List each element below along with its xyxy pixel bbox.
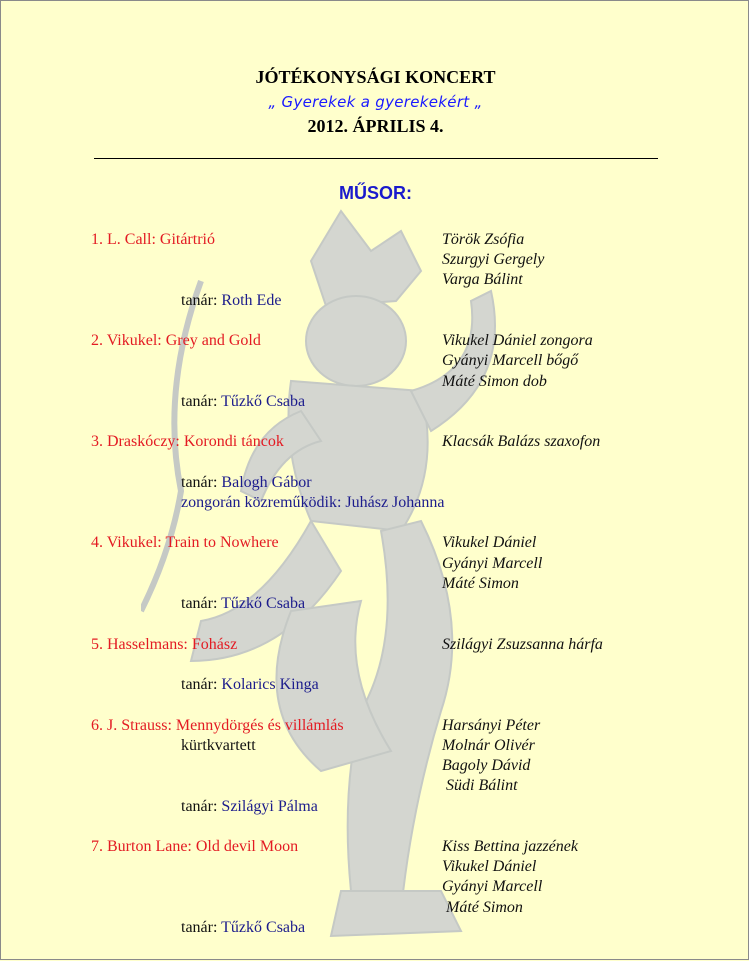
program-item-title: 3. Draskóczy: Korondi táncok — [91, 433, 284, 450]
performer: Gyányi Marcell — [442, 878, 543, 895]
teacher-label: tanár: — [181, 393, 218, 410]
teacher-label: tanár: — [181, 676, 218, 693]
divider-line — [94, 158, 658, 159]
teacher-name: Kolarics Kinga — [221, 676, 319, 693]
performer: Gyányi Marcell bőgő — [442, 352, 579, 369]
teacher-name: Balogh Gábor — [221, 474, 312, 491]
teacher-line — [181, 474, 312, 492]
performer: Szurgyi Gergely — [442, 251, 545, 268]
performer: Vikukel Dániel — [442, 858, 537, 875]
performer: Máté Simon — [442, 575, 519, 592]
teacher-name: Tűzkő Csaba — [221, 393, 306, 410]
performer: Varga Bálint — [442, 271, 523, 288]
performer: Gyányi Marcell — [442, 555, 543, 572]
performer: Máté Simon — [442, 899, 523, 916]
performer: Vikukel Dániel — [442, 534, 537, 551]
concert-date: 2012. ÁPRILIS 4. — [307, 116, 444, 136]
teacher-line — [181, 919, 305, 937]
concert-title: JÓTÉKONYSÁGI KONCERT — [255, 67, 496, 87]
performer: Klacsák Balázs szaxofon — [442, 433, 601, 450]
teacher-name: Szilágyi Pálma — [221, 798, 318, 815]
teacher-line — [181, 676, 319, 694]
program-item-title: 1. L. Call: Gitártrió — [91, 231, 215, 248]
teacher-line — [181, 798, 318, 816]
ensemble-label: kürtkvartett — [181, 737, 256, 754]
teacher-line — [181, 393, 305, 411]
performer: Südi Bálint — [442, 777, 518, 794]
teacher-line — [181, 292, 281, 310]
teacher-label: tanár: — [181, 474, 218, 491]
program-item-title: 4. Vikukel: Train to Nowhere — [91, 534, 279, 551]
performer: Szilágyi Zsuzsanna hárfa — [442, 636, 603, 653]
performer: Kiss Bettina jazzének — [442, 838, 578, 855]
teacher-line — [181, 595, 305, 613]
teacher-name: Tűzkő Csaba — [221, 595, 306, 612]
accompanist-line: zongorán közreműködik: Juhász Johanna — [181, 494, 445, 511]
program-item-title: 5. Hasselmans: Fohász — [91, 636, 238, 653]
performer: Török Zsófia — [442, 231, 525, 248]
program-item-title: 7. Burton Lane: Old devil Moon — [91, 838, 299, 855]
teacher-name: Roth Ede — [221, 292, 282, 309]
program-item-title: 2. Vikukel: Grey and Gold — [91, 332, 261, 349]
teacher-label: tanár: — [181, 798, 218, 815]
teacher-label: tanár: — [181, 919, 218, 936]
performer: Vikukel Dániel zongora — [442, 332, 593, 349]
program-heading: MŰSOR: — [339, 183, 412, 203]
performer: Máté Simon dob — [442, 373, 547, 390]
performer: Molnár Olivér — [442, 737, 535, 754]
teacher-name: Tűzkő Csaba — [221, 919, 306, 936]
performer: Harsányi Péter — [442, 717, 541, 734]
performer: Bagoly Dávid — [442, 757, 531, 774]
concert-subtitle: „ Gyerekek a gyerekekért „ — [268, 93, 483, 111]
program-item-title: 6. J. Strauss: Mennydörgés és villámlás — [91, 717, 344, 734]
teacher-label: tanár: — [181, 595, 218, 612]
teacher-label: tanár: — [181, 292, 218, 309]
